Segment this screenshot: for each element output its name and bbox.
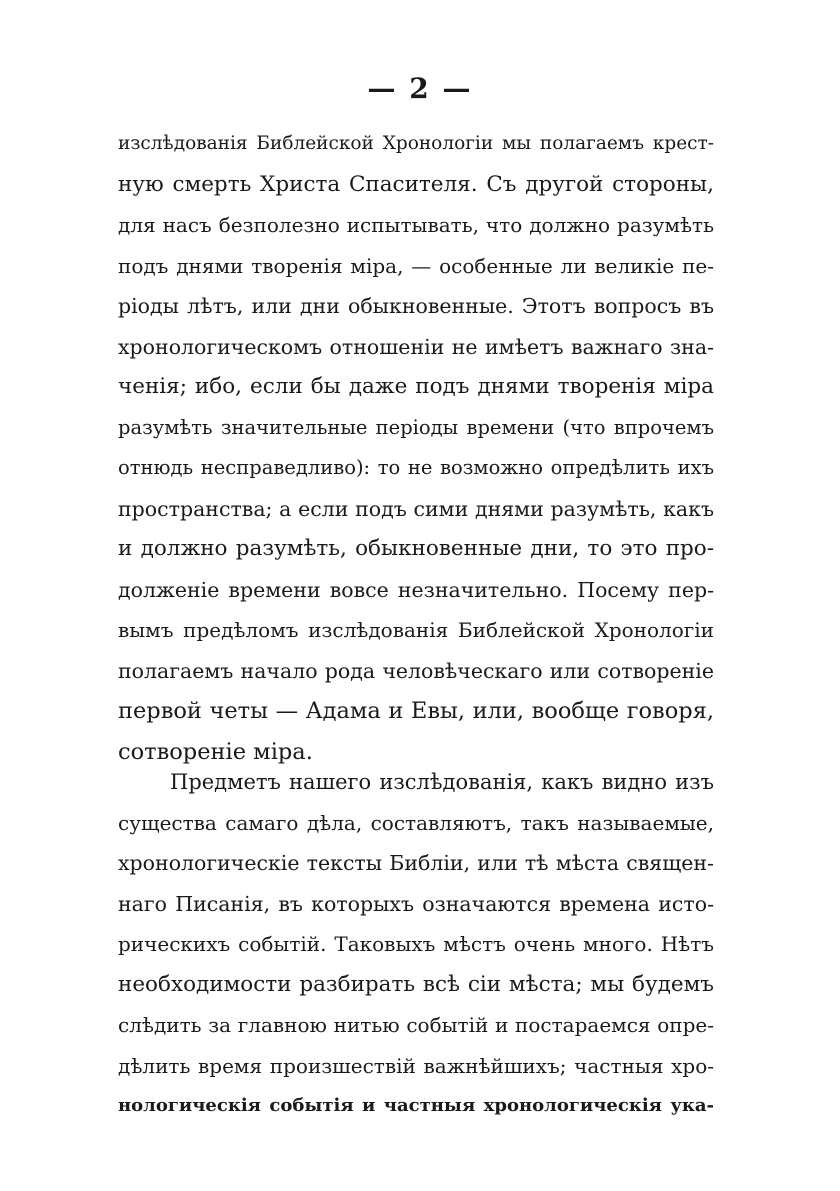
text-line: пространства; а если подъ сими днями разумѣть, какъ xyxy=(118,496,714,521)
text-line: ченія; ибо, если бы даже подъ днями творенія міра xyxy=(118,374,714,399)
text-line: слѣдить за главною нитью событій и постараемся опре- xyxy=(118,1013,714,1037)
text-line: существа самаго дѣла, составляютъ, такъ называемые, xyxy=(118,810,714,835)
text-line: дѣлить время произшествій важнѣйшихъ; частныя хро- xyxy=(118,1053,714,1078)
text-line: ріоды лѣтъ, или дни обыкновенные. Этотъ вопросъ въ xyxy=(118,294,714,318)
paragraph-1 xyxy=(118,124,714,772)
text-line: подъ днями творенія міра, — особенные ли великіе пе- xyxy=(118,253,714,278)
text-line: наго Писанія, въ которыхъ означаются времена исто- xyxy=(118,891,714,916)
text-line: Предметъ нашего изслѣдованія, какъ видно изъ xyxy=(170,770,714,794)
text-line: сотвореніе міра. xyxy=(118,738,313,765)
text-line: и должно разумѣть, обыкновенные дни, то это про- xyxy=(118,536,714,561)
text-line: рическихъ событій. Таковыхъ мѣстъ очень много. Нѣтъ xyxy=(118,932,714,956)
text-line: разумѣть значительные періоды времени (что впрочемъ xyxy=(118,415,714,439)
text-line: изслѣдованія Библейской Хронологіи мы полагаемъ крест- xyxy=(118,133,714,154)
text-line: полагаемъ начало рода человѣческаго или сотвореніе xyxy=(118,658,714,683)
text-line: для насъ безполезно испытывать, что должно разумѣть xyxy=(118,213,714,237)
text-line: долженіе времени вовсе незначительно. Посему пер- xyxy=(118,577,714,602)
text-line: ную смерть Христа Спасителя. Съ другой стороны, xyxy=(118,171,714,197)
text-line: вымъ предѣломъ изслѣдованія Библейской Хронологіи xyxy=(118,618,714,642)
text-line: хронологическіе тексты Библіи, или тѣ мѣста священ- xyxy=(118,851,714,875)
text-line: необходимости разбирать всѣ сіи мѣста; мы будемъ xyxy=(118,971,714,997)
text-line: нологическія событія и частныя хронологическія ука- xyxy=(118,1095,714,1116)
page-number: — 2 — xyxy=(367,72,473,105)
text-line: хронологическомъ отношеніи не имѣетъ важнаго зна- xyxy=(118,334,714,359)
text-line: первой четы — Адама и Евы, или, вообще говоря, xyxy=(118,698,714,724)
paragraph-2 xyxy=(118,762,714,1127)
text-line: отнюдь несправедливо): то не возможно опредѣлить ихъ xyxy=(118,456,714,479)
